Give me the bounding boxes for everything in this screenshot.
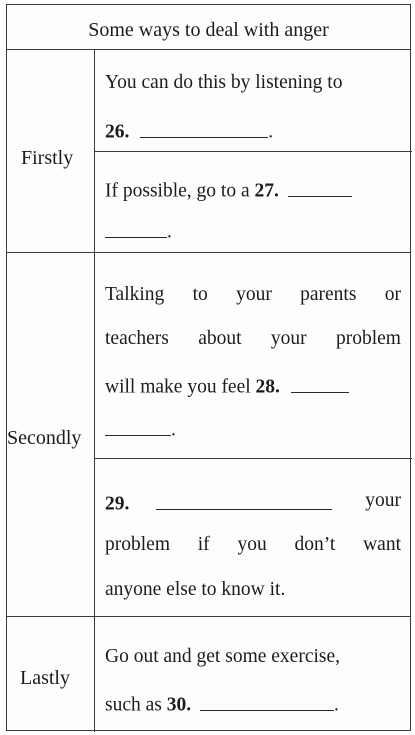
- q28-line2-text-word: about: [198, 328, 242, 349]
- q27-prompt: If possible, go to a: [105, 180, 250, 202]
- q28-line4: [105, 417, 176, 440]
- q27-line: [105, 178, 352, 201]
- q29-line2-text-word: if: [197, 534, 210, 555]
- q28-line1-text-word: Talking: [105, 284, 165, 305]
- row-label-firstly: Firstly: [21, 147, 74, 169]
- q28-period: .: [171, 419, 176, 441]
- q29-after: your: [365, 490, 401, 511]
- q29-line2-text-word: problem: [105, 534, 170, 555]
- q30-period: .: [334, 694, 339, 716]
- anger-table: [6, 4, 411, 731]
- q30-prompt: Go out and get some exercise,: [105, 646, 341, 667]
- secondly-inner-divider: [94, 458, 412, 459]
- q26-blank[interactable]: [140, 119, 268, 138]
- q27-period: .: [167, 221, 172, 243]
- q30-number: 30.: [166, 694, 192, 716]
- q28-number: 28.: [255, 376, 280, 398]
- q28-blank-a[interactable]: [291, 374, 349, 393]
- q28-prompt: will make you feel: [105, 376, 251, 398]
- q28-text-line2: [105, 329, 401, 349]
- q27-blank-b[interactable]: [105, 219, 167, 238]
- q28-text-line1: [105, 285, 401, 305]
- q29-line2: [105, 535, 401, 555]
- q30-line: [105, 692, 339, 715]
- q26-number: 26.: [105, 121, 130, 143]
- q27-number: 27.: [254, 180, 279, 202]
- q27-blank-a[interactable]: [288, 178, 352, 197]
- q28-line2-text-word: problem: [335, 328, 401, 349]
- q29-number: 29.: [105, 493, 130, 515]
- q26-period: .: [268, 121, 274, 143]
- q28-line1-text-word: your: [236, 284, 272, 305]
- table-title: Some ways to deal with anger: [88, 19, 329, 41]
- q30-lead: such as: [105, 694, 162, 716]
- q29-line2-text-word: want: [363, 534, 401, 555]
- q28-line2-text-word: your: [270, 328, 307, 349]
- row-label-lastly: Lastly: [20, 667, 70, 689]
- q28-line3: [105, 374, 349, 397]
- q26-prompt: You can do this by listening to: [105, 72, 343, 93]
- q28-blank-b[interactable]: [105, 417, 171, 436]
- q27-line2: [105, 219, 172, 242]
- q26-line: [105, 119, 273, 142]
- q30-blank[interactable]: [200, 692, 334, 711]
- q28-line1-text-word: to: [192, 284, 208, 305]
- q29-line1: [105, 491, 401, 514]
- q28-line2-text-word: teachers: [105, 328, 169, 349]
- row-divider-2: [7, 616, 410, 617]
- q29-line2-text-word: you: [237, 534, 267, 555]
- q28-line1-text-word: parents: [300, 284, 357, 305]
- q29-line2-text-word: don’t: [294, 534, 336, 555]
- row-label-secondly: Secondly: [7, 427, 82, 449]
- q29-blank[interactable]: [156, 491, 332, 510]
- q29-line3: anyone else to know it.: [105, 579, 286, 600]
- q28-line1-text-word: or: [384, 284, 401, 305]
- row-divider-1: [7, 252, 410, 253]
- firstly-inner-divider: [94, 151, 412, 152]
- header-divider: [7, 49, 410, 50]
